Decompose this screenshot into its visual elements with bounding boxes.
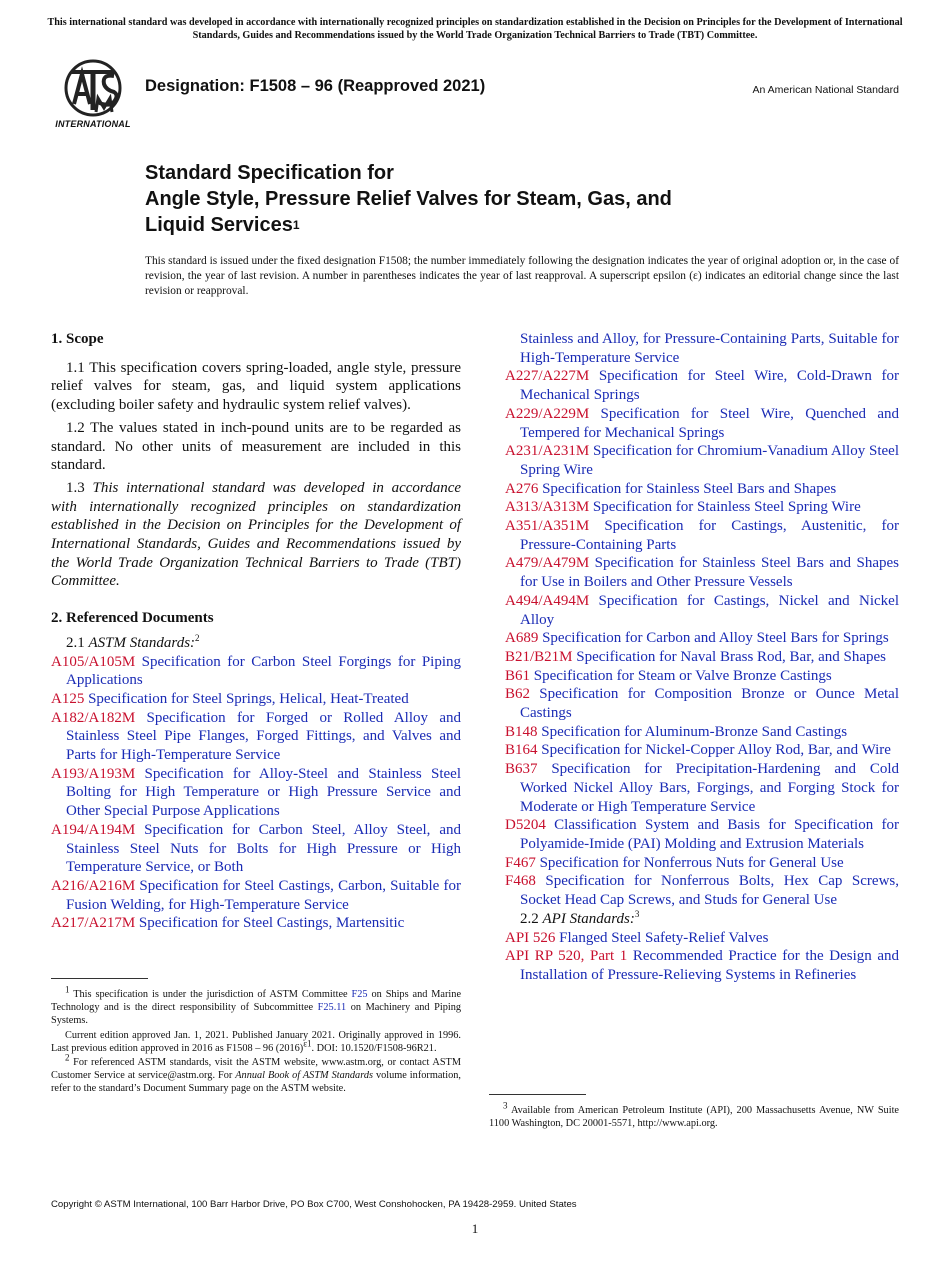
reference-item[interactable] <box>51 821 461 877</box>
reference-item[interactable] <box>505 723 899 742</box>
reference-title-link[interactable]: Specification for Carbon Steel Forgings for Piping Applications <box>66 653 461 689</box>
reference-code-link[interactable]: A231/A231M <box>505 443 590 460</box>
left-column <box>51 330 461 933</box>
reference-item[interactable] <box>505 517 899 554</box>
reference-item[interactable] <box>505 554 899 591</box>
reference-title-link[interactable]: Specification for Stainless Steel Bars and Shapes <box>542 480 837 497</box>
reference-code-link[interactable]: A494/A494M <box>505 592 590 609</box>
title-line-1: Standard Specification for <box>145 162 394 184</box>
reference-title-link[interactable]: Specification for Stainless Steel Bars and Shapes for Use in Boilers and Other Pressure Vessels <box>520 555 900 591</box>
reference-title-link[interactable]: Specification for Steam or Valve Bronze Castings <box>533 667 832 684</box>
paragraph-1-3-number: 1.3 <box>66 479 85 496</box>
reference-item[interactable] <box>505 592 899 629</box>
footnote-1-text-a: This specification is under the jurisdiction of ASTM Committee <box>73 989 348 1000</box>
reference-code-link[interactable]: A216/A216M <box>51 877 136 894</box>
section-2-heading: 2. Referenced Documents <box>51 610 214 627</box>
astm-standards-heading <box>66 634 461 653</box>
api-standards-number: 2.2 <box>520 910 539 927</box>
reference-item[interactable] <box>505 648 899 667</box>
reference-code-link[interactable]: F467 <box>505 854 536 871</box>
reference-code-link[interactable]: A227/A227M <box>505 368 590 385</box>
reference-code-link[interactable]: A217/A217M <box>51 915 136 932</box>
reference-code-link[interactable]: B148 <box>505 723 538 740</box>
reference-item[interactable] <box>505 367 899 404</box>
api-standards-label: API Standards: <box>542 910 635 927</box>
reference-title-link[interactable]: Specification for Aluminum-Bronze Sand Castings <box>541 723 848 740</box>
reference-item[interactable] <box>505 480 899 499</box>
reference-code-link[interactable]: A105/A105M <box>51 653 136 670</box>
left-reference-list <box>51 653 461 934</box>
title-footnote-marker[interactable]: 1 <box>292 218 300 232</box>
reference-code-link[interactable]: A125 <box>51 690 85 707</box>
reference-title-link[interactable]: Specification for Precipitation-Hardening and Cold Worked Nickel Alloy Bars, Forgings, and Forging Stock for Moderate or High Temperature Service <box>520 761 899 815</box>
reference-code-link[interactable]: A313/A313M <box>505 499 590 516</box>
reference-item[interactable] <box>505 929 899 948</box>
reference-code-link[interactable]: A182/A182M <box>51 709 136 726</box>
reference-code-link[interactable]: B637 <box>505 761 538 778</box>
footnote-2-text-a: For referenced ASTM standards, visit the ASTM website, www.astm.org, or contact ASTM Customer Service at service@astm.org. For <box>51 1057 462 1082</box>
api-footnote-marker[interactable]: 3 <box>634 908 640 919</box>
reference-code-link[interactable]: A193/A193M <box>51 765 136 782</box>
astm-standards-number: 2.1 <box>66 634 85 651</box>
reference-continuation-title[interactable]: Stainless and Alloy, for Pressure-Containing Parts, Suitable for High-Temperature Service <box>520 331 899 366</box>
reference-item[interactable] <box>51 709 461 765</box>
footnote-2 <box>51 1052 462 1096</box>
committee-f25-link[interactable]: F25 <box>351 989 368 1000</box>
copyright-footer: Copyright © ASTM International, 100 Barr Harbor Drive, PO Box C700, West Conshohocken, PA 19428-2959. United States <box>51 1199 577 1210</box>
footnote-3-text: Available from American Petroleum Institute (API), 200 Massachusetts Avenue, NW Suite 1100 Washington, DC 20001-5571, http://www.api.org. <box>489 1105 899 1130</box>
footnote-1-edition <box>51 1029 461 1055</box>
reference-continuation[interactable] <box>505 330 899 367</box>
designation: Designation: F1508 – 96 (Reapproved 2021) <box>145 77 486 95</box>
reference-item[interactable] <box>505 816 899 853</box>
reference-title-link[interactable]: Specification for Castings, Nickel and Nickel Alloy <box>520 592 899 628</box>
api-reference-list <box>505 929 899 985</box>
reference-code-link[interactable]: B164 <box>505 742 538 759</box>
reference-item[interactable] <box>505 405 899 442</box>
api-standards-heading <box>520 910 899 929</box>
reference-code-link[interactable]: A229/A229M <box>505 405 590 422</box>
reference-item[interactable] <box>505 947 899 984</box>
reference-item[interactable] <box>505 629 899 648</box>
reference-title-link[interactable]: Specification for Alloy-Steel and Stainless Steel Bolting for High Temperature or High Pressure Service and Other Special Purpose Applications <box>66 765 461 820</box>
footnote-1-current-edition: Current edition approved Jan. 1, 2021. Published January 2021. Originally approved in 1996. Last previous edition approved in 2016 as F1508 – 96 (2016) <box>51 1029 461 1054</box>
reference-code-link[interactable]: A276 <box>505 480 539 497</box>
national-standard-label: An American National Standard <box>752 84 899 96</box>
subcommittee-f25-11-link[interactable]: F25.11 <box>317 1002 347 1014</box>
reference-code-link[interactable]: B61 <box>505 667 531 684</box>
reference-item[interactable] <box>505 685 899 722</box>
footnote-2-marker: 2 <box>65 1052 70 1063</box>
reference-code-link[interactable]: API RP 520, Part 1 <box>505 948 628 965</box>
reference-item[interactable] <box>51 690 461 709</box>
reference-title-link[interactable]: Specification for Stainless Steel Spring Wire <box>592 499 861 516</box>
reference-item[interactable] <box>505 442 899 479</box>
paragraph-1-1: 1.1 This specification covers spring-loaded, angle style, pressure relief valves for steam, gas, and liquid system applications (excluding boiler safety and hydraulic system relief valves). <box>51 359 461 414</box>
footnote-2-book-title: Annual Book of ASTM Standards <box>235 1070 373 1082</box>
astm-standards-label: ASTM Standards: <box>88 634 196 651</box>
title-line-2: Angle Style, Pressure Relief Valves for Steam, Gas, and <box>145 188 672 210</box>
reference-title-link[interactable]: Specification for Nickel-Copper Alloy Rod, Bar, and Wire <box>541 742 891 759</box>
reference-title-link[interactable]: Specification for Composition Bronze or Ounce Metal Castings <box>520 686 900 722</box>
reference-title-link[interactable]: Specification for Steel Castings, Martensitic <box>138 915 405 932</box>
reference-title-link[interactable]: Specification for Forged or Rolled Alloy and Stainless Steel Pipe Flanges, Forged Fittings, and Valves and Parts for High-Temperature Service <box>66 709 462 764</box>
reference-item[interactable] <box>505 854 899 873</box>
footnote-1-text-b: on Ships and Marine Technology and is the direct responsibility of Subcommittee <box>51 989 462 1014</box>
reference-item[interactable] <box>505 872 899 909</box>
reference-code-link[interactable]: A351/A351M <box>505 518 590 535</box>
footnote-3-marker: 3 <box>503 1100 508 1111</box>
reference-code-link[interactable]: B62 <box>505 686 531 703</box>
reference-code-link[interactable]: A479/A479M <box>505 555 590 572</box>
footnote-1-text-c: on Machinery and Piping Systems. <box>51 1002 462 1027</box>
reference-title-link[interactable]: Specification for Carbon and Alloy Steel Bars for Springs <box>542 630 889 647</box>
reference-title-link[interactable]: Specification for Steel Castings, Carbon, Suitable for Fusion Welding, for High-Temperature Service <box>66 877 462 913</box>
left-footnotes <box>51 984 462 1097</box>
footnote-divider-left <box>51 978 148 979</box>
reference-title-link[interactable]: Recommended Practice for the Design and Installation of Pressure-Relieving Systems in Refineries <box>520 948 900 983</box>
astm-footnote-marker[interactable]: 2 <box>195 632 200 643</box>
page-number: 1 <box>471 1221 479 1236</box>
reference-code-link[interactable]: A194/A194M <box>51 821 136 838</box>
reference-item[interactable] <box>505 498 899 517</box>
footnote-3 <box>489 1100 899 1130</box>
reference-item[interactable] <box>51 765 461 821</box>
reference-title-link[interactable]: Specification for Carbon Steel, Alloy Steel, and Stainless Steel Nuts for Bolts for High Pressure or High Temperature Service, or Both <box>66 821 461 876</box>
reference-code-link[interactable]: D5204 <box>505 817 546 834</box>
reference-code-link[interactable]: B21/B21M <box>505 648 573 665</box>
document-title <box>145 160 865 240</box>
footnote-1-epsilon: ε1 <box>303 1038 312 1049</box>
reference-item[interactable] <box>505 760 899 816</box>
reference-item[interactable] <box>51 653 461 690</box>
reference-item[interactable] <box>505 741 899 760</box>
footnote-1-marker: 1 <box>65 984 70 995</box>
footnote-2-text-b: volume information, refer to the standard’s Document Summary page on the ASTM website. <box>51 1070 461 1095</box>
reference-code-link[interactable]: API 526 <box>505 929 556 946</box>
reference-title-link[interactable]: Specification for Chromium-Vanadium Alloy Steel Spring Wire <box>520 443 900 478</box>
reference-item[interactable] <box>505 667 899 686</box>
reference-item[interactable] <box>51 914 461 933</box>
title-line-3 <box>145 212 865 240</box>
reference-title-link[interactable]: Specification for Naval Brass Rod, Bar, and Shapes <box>576 648 887 665</box>
logo-text: INTERNATIONAL <box>55 119 131 129</box>
reference-title-link[interactable]: Specification for Steel Springs, Helical, Heat-Treated <box>88 690 409 707</box>
right-reference-list <box>505 367 899 909</box>
reference-title-link[interactable]: Specification for Nonferrous Nuts for General Use <box>539 854 844 871</box>
right-column <box>505 330 899 985</box>
reference-title-link[interactable]: Specification for Castings, Austenitic, for Pressure-Containing Parts <box>520 518 899 553</box>
reference-title-link[interactable]: Specification for Steel Wire, Cold-Drawn for Mechanical Springs <box>520 368 900 404</box>
top-note: This international standard was developed in accordance with internationally recognized principles on standardization established in the Decision on Principles for the Development of International Standards, Guides and Recommendations issued by the World Trade Organization Technical Barriers to Trade (TBT) Committee. <box>47 17 903 41</box>
title-line-3-text: Liquid Services <box>145 214 293 236</box>
reference-code-link[interactable]: F468 <box>505 873 536 890</box>
paragraph-1-2: 1.2 The values stated in inch-pound units are to be regarded as standard. No other units of measurement are included in this standard. <box>51 419 461 474</box>
footnote-1 <box>51 984 462 1028</box>
reference-title-link[interactable]: Flanged Steel Safety-Relief Valves <box>559 929 769 946</box>
section-1-heading: 1. Scope <box>51 331 104 347</box>
paragraph-1-3 <box>51 479 461 591</box>
right-footnotes <box>489 1100 899 1131</box>
paragraph-1-3-text: This international standard was developed in accordance with internationally recognized principles on standardization established in the Decision on Principles for the Development of International Standards, Guides and Recommendations issued by the World Trade Organization Technical Barriers to Trade (TBT) Committee. <box>51 479 462 590</box>
intro-paragraph: This standard is issued under the fixed designation F1508; the number immediately following the designation indicates the year of original adoption or, in the case of revision, the year of last revision. A number in parentheses indicates the year of last reapproval. A superscript epsilon (ε) indicates an editorial change since the last revision or reapproval. <box>145 255 899 297</box>
reference-title-link[interactable]: Classification System and Basis for Specification for Polyamide-Imide (PAI) Molding and Extrusion Materials <box>520 817 899 852</box>
footnote-divider-right <box>489 1094 586 1095</box>
astm-logo <box>52 58 134 132</box>
reference-code-link[interactable]: A689 <box>505 630 539 647</box>
reference-title-link[interactable]: Specification for Nonferrous Bolts, Hex Cap Screws, Socket Head Cap Screws, and Studs for General Use <box>520 873 899 909</box>
footnote-1-doi: . DOI: 10.1520/F1508-96R21. <box>311 1042 437 1054</box>
reference-item[interactable] <box>51 877 461 914</box>
reference-title-link[interactable]: Specification for Steel Wire, Quenched and Tempered for Mechanical Springs <box>520 405 899 441</box>
